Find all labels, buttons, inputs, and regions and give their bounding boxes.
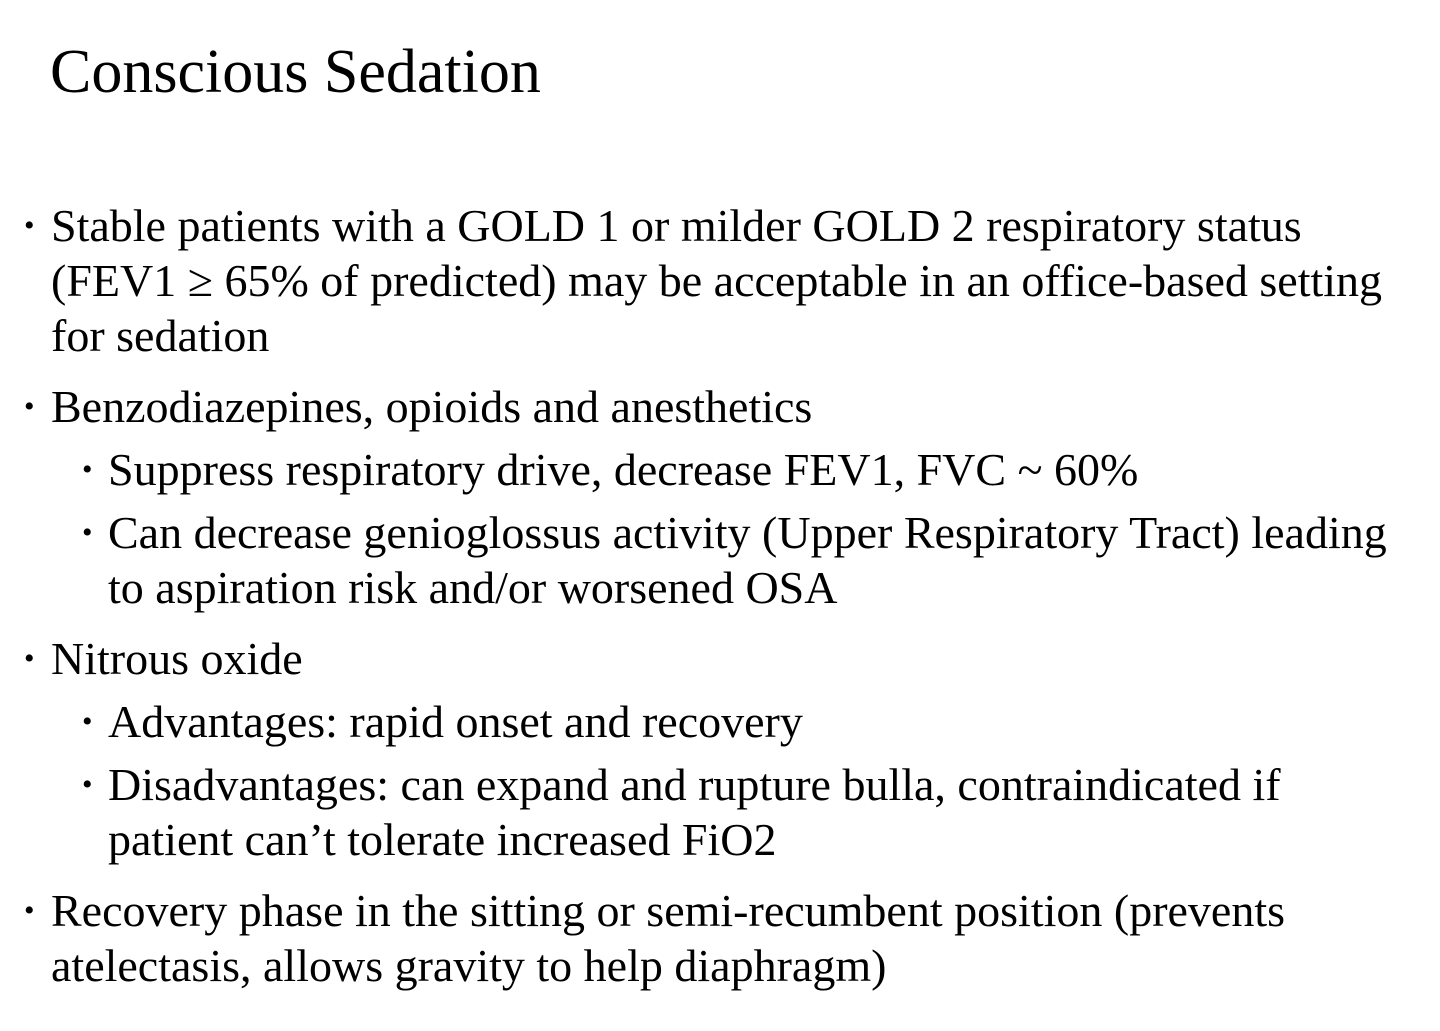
bullet-text: Advantages: rapid onset and recovery (108, 696, 803, 747)
bullet-icon: • (24, 390, 35, 423)
bullet-item-sedatives (0, 379, 1400, 434)
bullet-item-nitrous-oxide (0, 631, 1400, 686)
bullet-text: Stable patients with a GOLD 1 or milder GOLD 2 respiratory status (FEV1 ≥ 65% of predicted) may be acceptable in an office-based setting for sedation (51, 200, 1383, 361)
bullet-icon: • (24, 894, 35, 927)
bullet-icon: • (82, 453, 93, 486)
sub-bullet-item-advantages (0, 694, 1400, 749)
sub-bullet-item-genioglossus (0, 505, 1400, 615)
bullet-icon: • (24, 209, 35, 242)
bullet-text: Recovery phase in the sitting or semi-recumbent position (prevents atelectasis, allows gravity to help diaphragm) (51, 885, 1286, 991)
bullet-item-recovery-phase (0, 883, 1400, 993)
bullet-icon: • (24, 642, 35, 675)
bullet-text: Suppress respiratory drive, decrease FEV1, FVC ~ 60% (108, 444, 1139, 495)
sub-bullet-item-respiratory-drive (0, 442, 1400, 497)
bullet-text: Disadvantages: can expand and rupture bulla, contraindicated if patient can’t tolerate increased FiO2 (108, 759, 1281, 865)
sub-bullet-item-disadvantages (0, 757, 1400, 867)
bullet-text: Benzodiazepines, opioids and anesthetics (51, 381, 813, 432)
bullet-text: Can decrease genioglossus activity (Upper Respiratory Tract) leading to aspiration risk and/or worsened OSA (108, 507, 1387, 613)
bullet-icon: • (82, 705, 93, 738)
bullet-list (0, 198, 1400, 1009)
bullet-item-gold-status (0, 198, 1400, 363)
bullet-icon: • (82, 768, 93, 801)
slide-title: Conscious Sedation (50, 38, 541, 106)
bullet-icon: • (82, 516, 93, 549)
bullet-text: Nitrous oxide (51, 633, 303, 684)
